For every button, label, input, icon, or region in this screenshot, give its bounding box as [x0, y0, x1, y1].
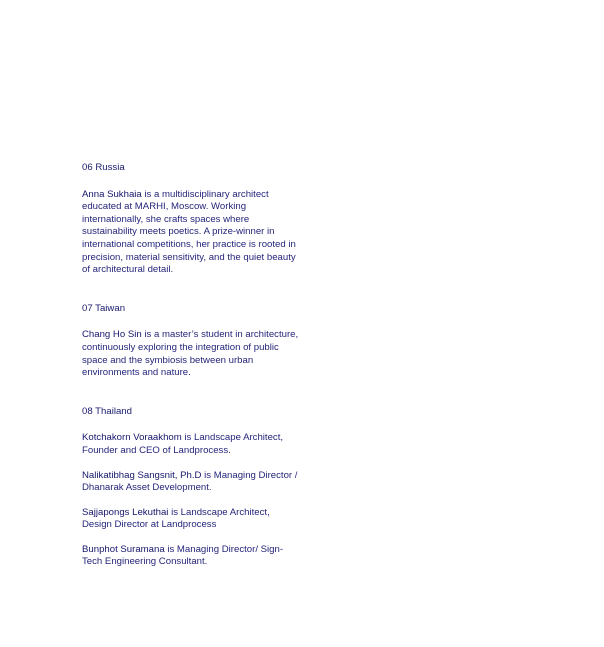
- contributor-name: Bunphot Suramana: [82, 543, 165, 555]
- section-heading: 06 Russia: [82, 162, 125, 173]
- contributor-name: Kotchakorn Voraakhom: [82, 432, 182, 444]
- contributor-name: Sajjapongs Lekuthai: [82, 506, 169, 518]
- contributor-name: Anna Sukhaia: [82, 188, 142, 200]
- contributor-description: is Managing Director / Dhanarak Asset Development.: [82, 469, 298, 494]
- contributor-description: is Managing Director/ Sign-Tech Engineering Consultant.: [82, 543, 284, 568]
- section-heading: 07 Taiwan: [82, 302, 126, 314]
- contributor-description: is Landscape Architect, Founder and CEO of Landprocess.: [82, 432, 284, 456]
- contributor-description: is a multidisciplinary architect educated at MARHI, Moscow. Working internationally, she crafts spaces where sustainability meets poetics. A prize-winner in international competitions, her practice is rooted in precision, material sensitivity, and the quiet beauty of architectural detail.: [82, 188, 296, 276]
- section-taiwan: [82, 303, 302, 380]
- contributor-name: Nalikatibhag Sangsnit, Ph.D: [82, 469, 202, 481]
- contributor-description: is Landscape Architect, Design Director at Landprocess: [82, 506, 270, 531]
- section-russia: [82, 162, 302, 277]
- contributor-name: Chang Ho Sin: [82, 329, 142, 341]
- contributors-column: [82, 162, 302, 569]
- section-thailand: [82, 406, 302, 569]
- contributor-entry: [82, 189, 302, 277]
- section-heading: 08 Thailand: [82, 405, 132, 417]
- contributor-entry: [82, 507, 302, 532]
- contributor-description: is a master’s student in architecture, continuously exploring the integration of public space and the symbiosis between urban environments and nature.: [82, 329, 299, 379]
- contributor-entry: [82, 329, 302, 379]
- contributor-entry: [82, 470, 302, 495]
- contributor-entry: [82, 544, 302, 569]
- contributor-entry: [82, 432, 302, 457]
